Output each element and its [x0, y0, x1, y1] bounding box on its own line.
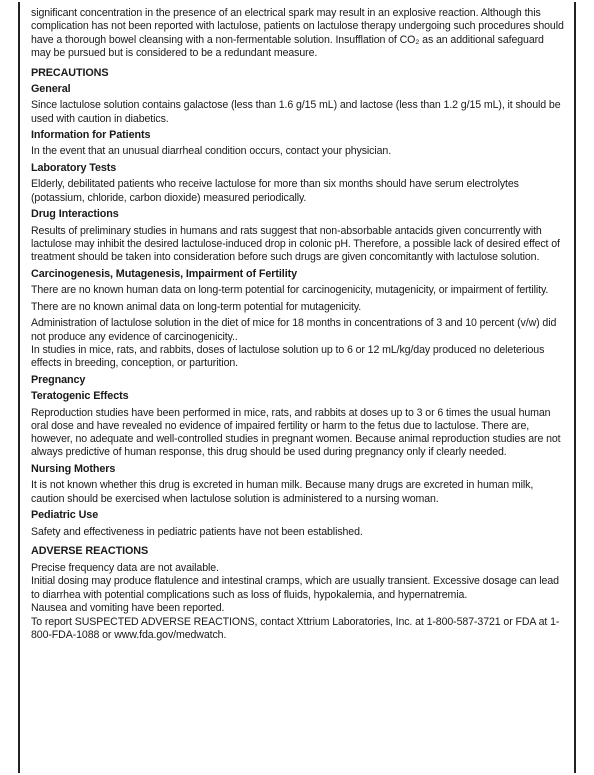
teratogenic-text: Reproduction studies have been performed in mice, rats, and rabbits at doses up to 3 or 6 times the usual human oral dose and have revealed no evidence of impaired fertility or harm to the fetus due to lactulose. There are, however, no adequate and well-controlled studies in pregnant women. Because animal reproduction studies are not always predictive of human response, this drug should be used during pregnancy only if clearly needed.	[31, 406, 561, 459]
drug-interactions-heading: Drug Interactions	[31, 208, 119, 221]
pediatric-heading: Pediatric Use	[31, 509, 99, 522]
drug-interactions-text: Results of preliminary studies in humans and rats suggest that non-absorbable antacids given concurrently with lactulose may inhibit the desired lactulose-induced drop in colonic pH. Therefore, a possible lack of desired effect of treatment should be taken into consideration before such drugs are given concomitantly with lactulose solution.	[31, 224, 560, 264]
adverse-reactions-heading: ADVERSE REACTIONS	[31, 545, 149, 558]
general-heading: General	[31, 82, 71, 95]
pregnancy-heading: Pregnancy	[31, 374, 86, 386]
adverse-paragraph: Precise frequency data are not available.	[31, 561, 219, 574]
general-text: Since lactulose solution contains galactose (less than 1.6 g/15 mL) and lactose (less than 1.2 g/15 mL), it should be used with caution in diabetics.	[31, 99, 561, 125]
nursing-heading: Nursing Mothers	[31, 463, 116, 476]
adverse-report-contact: To report SUSPECTED ADVERSE REACTIONS, contact Xttrium Laboratories, Inc. at 1-800-587-3721 or FDA at 1-800-FDA-1088 or www.fda.gov/medwatch.	[31, 615, 560, 642]
nursing-text: It is not known whether this drug is excreted in human milk. Because many drugs are excreted in human milk, caution should be exercised when lactulose solution is administered to a nursing woman.	[31, 479, 534, 505]
adverse-paragraph: Initial dosing may produce flatulence and intestinal cramps, which are usually transient. Excessive dosage can lead to diarrhea with potential complications such as loss of fluids, hypokalemia, and hypernatremia.	[31, 575, 559, 601]
carcinogenesis-paragraph: There are no known animal data on long-term potential for mutagenicity.	[31, 300, 362, 313]
carcinogenesis-paragraph: In studies in mice, rats, and rabbits, doses of lactulose solution up to 6 or 12 mL/kg/day produced no deleterious effects in breeding, conception, or parturition.	[31, 344, 545, 370]
adverse-paragraph: Nausea and vomiting have been reported.	[31, 602, 225, 615]
precautions-heading: PRECAUTIONS	[31, 66, 109, 79]
lab-tests-text: Elderly, debilitated patients who receive lactulose for more than six months should have serum electrolytes (potassium, chloride, carbon dioxide) measured periodically.	[31, 178, 519, 204]
pediatric-text: Safety and effectiveness in pediatric patients have not been established.	[31, 525, 363, 538]
info-patients-heading: Information for Patients	[31, 129, 151, 142]
intro-paragraph: significant concentration in the presence of an electrical spark may result in an explosive reaction. Although this complication has not been reported with lactulose, patients on lactulose therapy undergoing such procedures should have a thorough bowel cleansing with a non-fermentable solution. Insufflation of CO₂ as an additional safeguard may be pursued but is considered to be a redundant measure.	[31, 7, 564, 59]
info-patients-text: In the event that an unusual diarrheal condition occurs, contact your physician.	[31, 145, 392, 158]
document-body	[31, 7, 566, 643]
carcinogenesis-heading: Carcinogenesis, Mutagenesis, Impairment of Fertility	[31, 267, 297, 280]
lab-tests-heading: Laboratory Tests	[31, 162, 117, 175]
teratogenic-heading: Teratogenic Effects	[31, 390, 129, 403]
carcinogenesis-paragraph: There are no known human data on long-term potential for carcinogenicity, mutagenicity, or impairment of fertility.	[31, 284, 549, 297]
carcinogenesis-paragraph: Administration of lactulose solution in the diet of mice for 18 months in concentrations of 3 and 10 percent (v/w) did not produce any evidence of carcinogenicity..	[31, 317, 557, 343]
